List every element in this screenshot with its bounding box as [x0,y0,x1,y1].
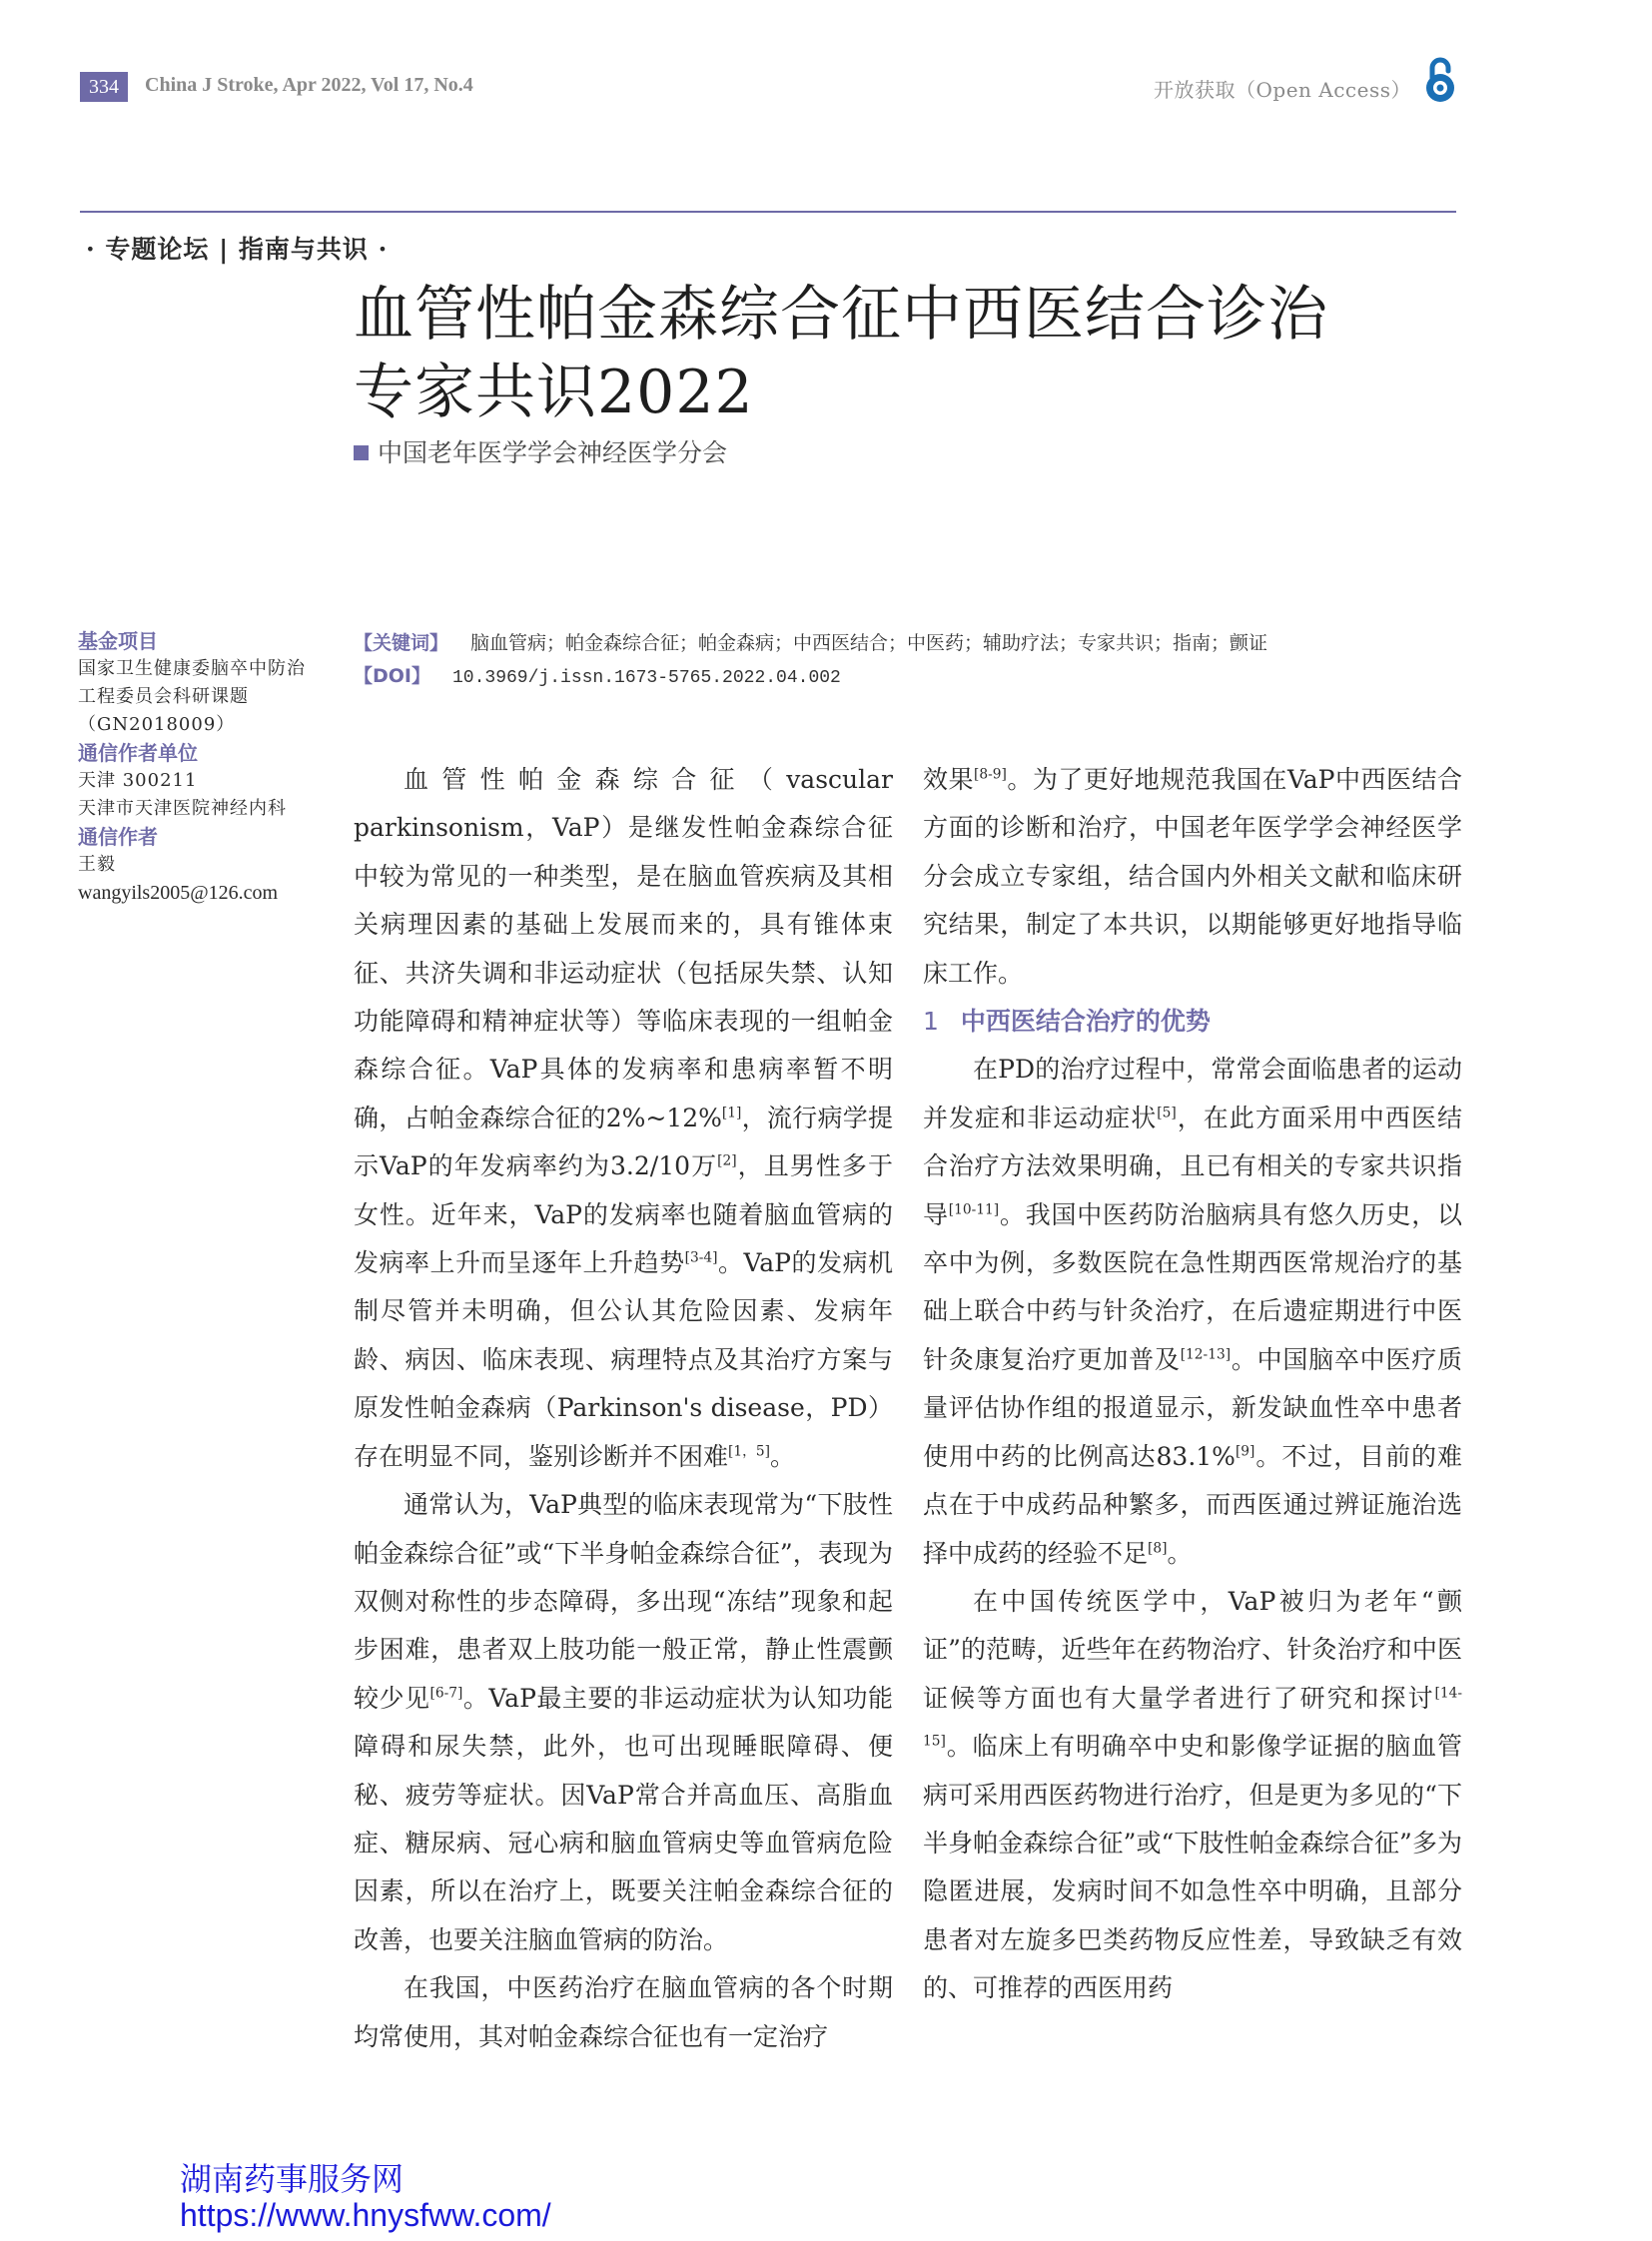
doi-row [354,660,1452,695]
paragraph: 通常认为，VaP典型的临床表现常为“下肢性帕金森综合征”或“下半身帕金森综合征”，表现为双侧对称性的步态障碍，多出现“冻结”现象和起步困难，患者双上肢功能一般正常，静止性震颤较少见[6-7]。VaP最主要的非运动症状为认知功能障碍和尿失禁，此外，也可出现睡眠障碍、便秘、疲劳等症状。因VaP常合并高血压、高脂血症、糖尿病、冠心病和脑血管病史等血管病危险因素，所以在治疗上，既要关注帕金森综合征的改善，也要关注脑血管病的防治。 [354,1490,893,1954]
fund-label: 基金项目 [78,629,158,653]
author-bullet [354,445,369,460]
body-column-right [923,756,1462,2013]
title-line-2: 专家共识2022 [354,358,754,427]
watermark-url[interactable]: https://www.hnysfww.com/ [180,2197,551,2233]
citation[interactable]: [1] [721,1105,742,1121]
fund-text: 国家卫生健康委脑卒中防治工程委员会科研课题（GN2018009） [78,658,306,735]
open-access-label: 开放获取（Open Access） [1154,78,1411,102]
author-name: 中国老年医学学会神经医学分会 [378,438,728,467]
citation[interactable]: [8-9] [974,766,1007,783]
citation[interactable]: [12-13] [1180,1346,1232,1363]
unit-line-2: 天津市天津医院神经内科 [78,798,287,819]
unit-line-1: 天津 300211 [78,770,198,791]
paragraph: 在中国传统医学中，VaP被归为老年“颤证”的范畴，近些年在药物治疗、针灸治疗和中医证候等方面也有大量学者进行了研究和探讨[14-15]。临床上有明确卒中史和影像学证据的脑血管病可采用西医药物进行治疗，但是更为多见的“下半身帕金森综合征”或“下肢性帕金森综合征”多为隐匿进展，发病时间不如急性卒中明确，且部分患者对左旋多巴类药物反应性差，导致缺乏有效的、可推荐的西医用药 [923,1586,1462,2003]
citation[interactable]: [8] [1148,1540,1168,1557]
author-line [354,433,727,469]
citation[interactable]: [9] [1235,1443,1255,1460]
sidebar-info [78,627,318,907]
section-heading [923,998,1462,1046]
header-rule [80,211,1456,213]
section-tag: · 专题论坛 | 指南与共识 · [86,235,389,264]
title-line-1: 血管性帕金森综合征中西医结合诊治 [354,280,1328,350]
keywords-block [354,627,1452,695]
citation[interactable]: [2] [717,1152,737,1169]
open-lock-icon [1422,56,1458,104]
corr-email[interactable]: wangyils2005@126.com [78,882,279,904]
body-column-left [354,756,893,2061]
unit-label: 通信作者单位 [78,741,198,765]
corr-label: 通信作者 [78,825,158,849]
corr-name: 王毅 [78,854,116,875]
watermark-site-name: 湖南药事服务网 [180,2161,405,2197]
page-number: 334 [80,72,128,102]
section-number: 1 [923,1007,939,1037]
citation[interactable]: [5] [1157,1105,1177,1121]
keywords-row [354,627,1452,660]
journal-citation: China J Stroke, Apr 2022, Vol 17, No.4 [145,74,473,96]
citation[interactable]: [3-4] [684,1249,718,1266]
keywords-text: 脑血管病；帕金森综合征；帕金森病；中西医结合；中医药；辅助疗法；专家共识；指南；颤证 [470,632,1268,654]
paragraph: 在我国，中医药治疗在脑血管病的各个时期均常使用，其对帕金森综合征也有一定治疗 [354,1973,893,2051]
paragraph: 在PD的治疗过程中，常常会面临患者的运动并发症和非运动症状[5]，在此方面采用中西医结合治疗方法效果明确，且已有相关的专家共识指导[10-11]。我国中医药防治脑病具有悠久历史，以卒中为例，多数医院在急性期西医常规治疗的基础上联合中药与针灸治疗，在后遗症期进行中医针灸康复治疗更加普及[12-13]。中国脑卒中医疗质量评估协作组的报道显示，新发缺血性卒中患者使用中药的比例高达83.1%[9]。不过，目前的难点在于中成药品种繁多，而西医通过辨证施治选择中成药的经验不足[8]。 [923,1055,1462,1568]
citation[interactable]: [1，5] [728,1443,770,1460]
section-title: 中西医结合治疗的优势 [960,1007,1211,1037]
doi-label: 【DOI】 [354,665,430,687]
citation[interactable]: [14-15] [923,1685,1462,1750]
keywords-label: 【关键词】 [354,632,449,654]
watermark [180,2161,551,2233]
doi-value[interactable]: 10.3969/j.issn.1673-5765.2022.04.002 [452,668,841,688]
citation[interactable]: [6-7] [429,1685,463,1702]
paragraph: 血管性帕金森综合征（vascular parkinsonism，VaP）是继发性帕金森综合征中较为常见的一种类型，是在脑血管疾病及其相关病理因素的基础上发展而来的，具有锥体束征、共济失调和非运动症状（包括尿失禁、认知功能障碍和精神症状等）等临床表现的一组帕金森综合征。VaP具体的发病率和患病率暂不明确，占帕金森综合征的2%~12%[1]，流行病学提示VaP的年发病率约为3.2/10万[2]，且男性多于女性。近年来，VaP的发病率也随着脑血管病的发病率上升而呈逐年上升趋势[3-4]。VaP的发病机制尽管并未明确，但公认其危险因素、发病年龄、病因、临床表现、病理特点及其治疗方案与原发性帕金森病（Parkinson's disease，PD）存在明显不同，鉴别诊断并不困难[1，5]。 [354,765,893,1471]
paragraph: 效果[8-9]。为了更好地规范我国在VaP中西医结合方面的诊断和治疗，中国老年医学学会神经医学分会成立专家组，结合国内外相关文献和临床研究结果，制定了本共识，以期能够更好地指导临床工作。 [923,765,1462,988]
article-title [354,276,1328,431]
citation[interactable]: [10-11] [948,1201,1000,1218]
